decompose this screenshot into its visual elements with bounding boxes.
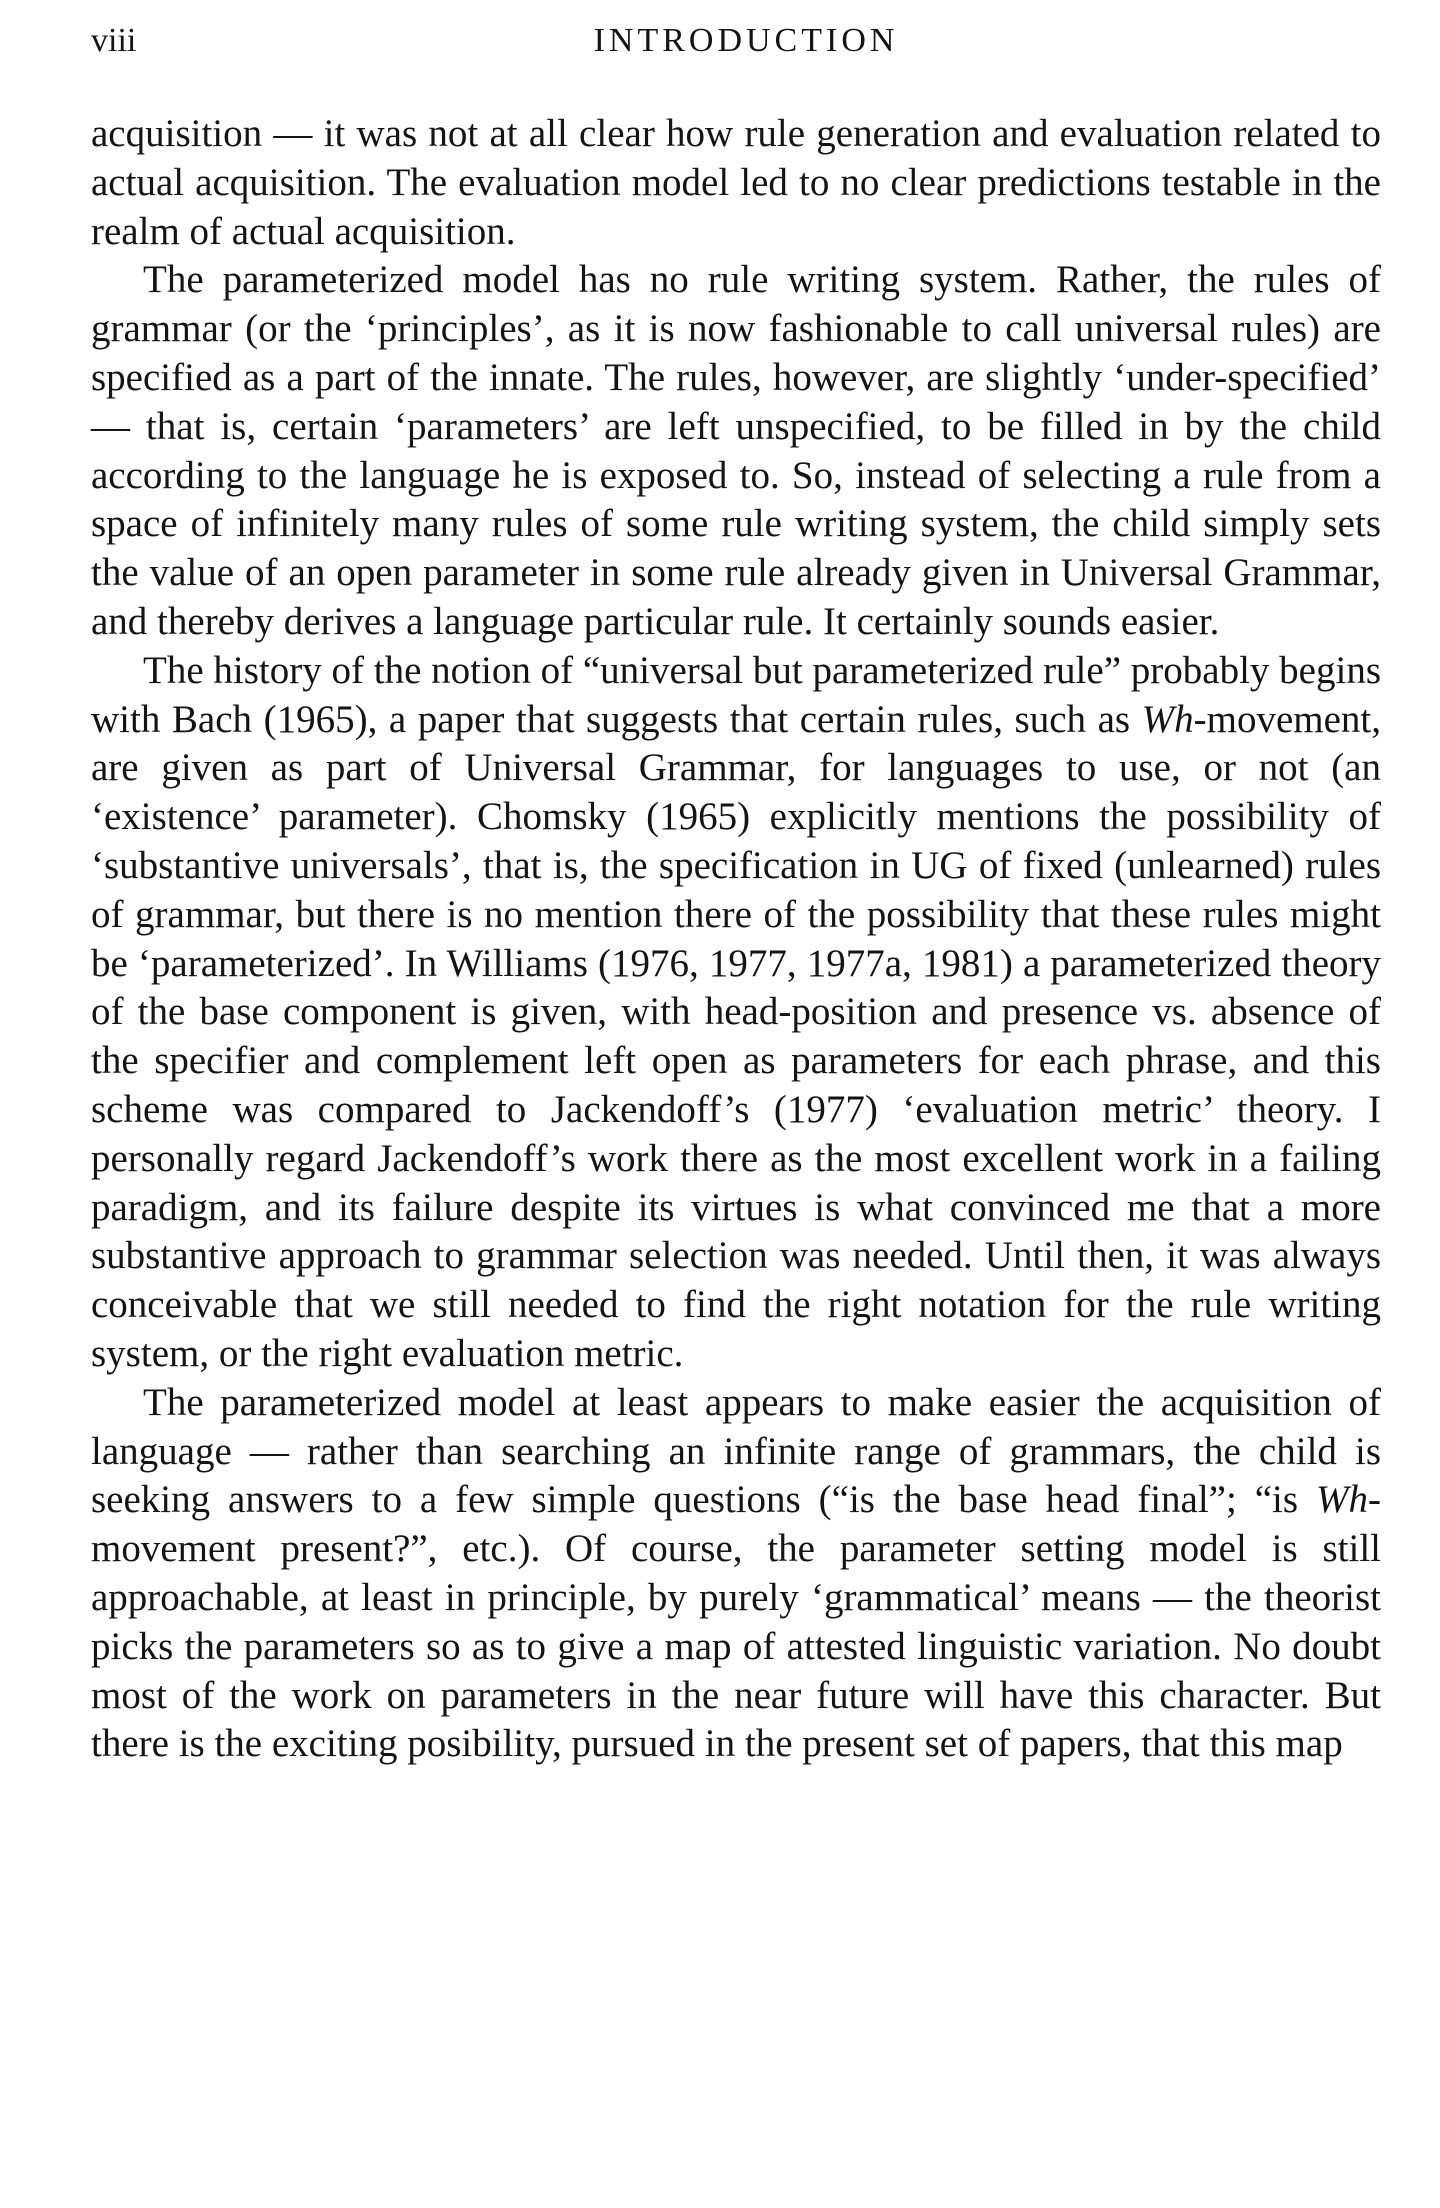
paragraph-text: -movement present?”, etc.). Of course, the parameter setting model is still approachable, at least in principle, by purely ‘grammatical’ means — the theorist picks the parameters so as to give a map of attested linguistic variation. No doubt most of the work on parameters in the near future will have this character. But there is the exciting posibility, pursued in the present set of papers, that this map: [91, 1478, 1381, 1766]
page-number: viii: [91, 22, 137, 59]
paragraph-text: The history of the notion of “universal but parameterized rule” probably begins with Bach (1965), a paper that suggests that certain rules, such as: [91, 648, 1381, 741]
paragraph-3: [91, 647, 1381, 1379]
paragraph-text: The parameterized model at least appears to make easier the acquisition of language — rather than searching an infinite range of grammars, the child is seeking answers to a few simple questions (“is the base head final”; “is: [91, 1380, 1381, 1522]
italic-term: Wh: [1316, 1478, 1368, 1522]
paragraph-text: The parameterized model has no rule writing system. Rather, the rules of grammar (or the ‘principles’, as it is now fashionable to call universal rules) are specified as a part of the innate. The rules, however, are slightly ‘under-specified’ — that is, certain ‘parameters’ are left unspecified, to be filled in by the child according to the language he is exposed to. So, instead of selecting a rule from a space of infinitely many rules of some rule writing system, the child simply sets the value of an open parameter in some rule already given in Universal Grammar, and thereby derives a language particular rule. It certainly sounds easier.: [91, 258, 1381, 643]
italic-term: Wh: [1141, 697, 1194, 741]
paragraph-text: acquisition — it was not at all clear how rule generation and evaluation related to actual acquisition. The evaluation model led to no clear predictions testable in the realm of actual acquisition.: [91, 112, 1381, 253]
paragraph-2: [91, 256, 1381, 646]
paragraph-text: -movement, are given as part of Universal Grammar, for languages to use, or not (an ‘existence’ parameter). Chomsky (1965) explicitly mentions the possibility of ‘substantive universals’, that is, the specification in UG of fixed (unlearned) rules of grammar, but there is no mention there of the possibility that these rules might be ‘parameterized’. In Williams (1976, 1977, 1977a, 1981) a parameterized theory of the base component is given, with head-position and presence vs. absence of the specifier and complement left open as parameters for each phrase, and this scheme was compared to Jackendoff’s (1977) ‘evaluation metric’ theory. I personally regard Jackendoff’s work there as the most excellent work in a failing paradigm, and its failure despite its virtues is what convinced me that a more substantive approach to grammar selection was needed. Until then, it was always conceivable that we still needed to find the right notation for the rule writing system, or the right evaluation metric.: [91, 697, 1381, 1375]
running-title: INTRODUCTION: [593, 22, 899, 59]
body-text: [91, 110, 1381, 1769]
paragraph-1: [91, 110, 1381, 256]
paragraph-4: [91, 1379, 1381, 1769]
running-head: [91, 22, 1381, 72]
